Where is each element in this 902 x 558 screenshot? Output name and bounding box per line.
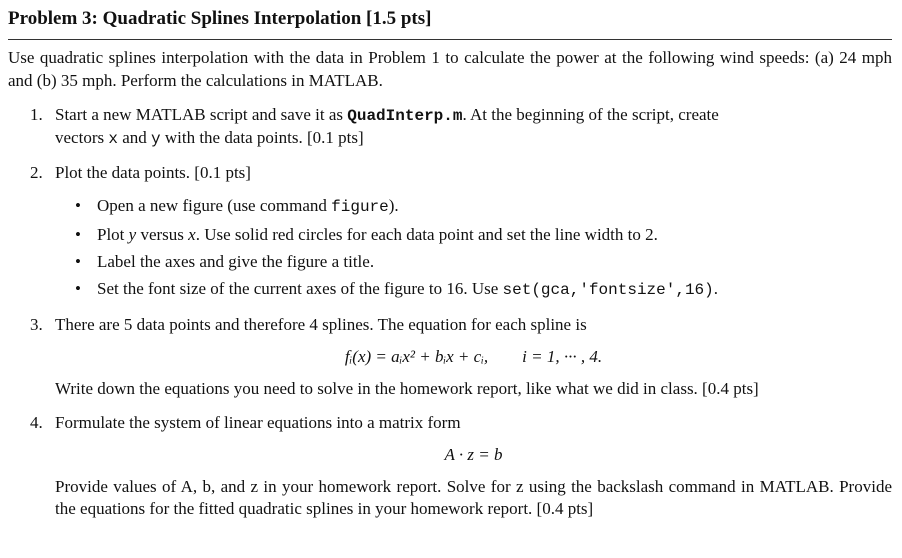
step-4-text: Formulate the system of linear equations into a matrix form bbox=[55, 413, 461, 432]
bullet-item: • Plot y versus x. Use solid red circles for each data point and set the line width to 2. bbox=[55, 221, 892, 248]
step-2-bullets bbox=[55, 192, 892, 304]
step-number: 2. bbox=[30, 163, 43, 182]
spline-equation: fᵢ(x) = aᵢx² + bᵢx + cᵢ, i = 1, ··· , 4. bbox=[344, 347, 603, 366]
step-4-text-2: Provide values of A, b, and z in your homework report. Solve for z using the backslash command in MATLAB. Provide the equations for the fitted quadratic splines in your homework report. [0.4 pts] bbox=[55, 477, 892, 518]
code-set-fontsize: set(gca,'fontsize',16) bbox=[502, 281, 714, 299]
step-4 bbox=[8, 412, 892, 520]
bullet-icon: • bbox=[75, 279, 81, 298]
bullet-item: • Label the axes and give the figure a title. bbox=[55, 248, 892, 275]
bullet-item: • Open a new figure (use command figure). bbox=[55, 192, 892, 221]
step-number: 3. bbox=[30, 315, 43, 334]
step-1-line-2: vectors x and y with the data points. [0.1 pts] bbox=[55, 128, 364, 148]
document bbox=[8, 6, 892, 520]
bullet-icon: • bbox=[75, 252, 81, 271]
step-2 bbox=[8, 162, 892, 304]
step-1-line-1: Start a new MATLAB script and save it as QuadInterp.m. At the beginning of the script, create bbox=[55, 105, 719, 125]
step-1 bbox=[8, 104, 892, 150]
step-2-text: Plot the data points. [0.1 pts] bbox=[55, 163, 251, 182]
step-3 bbox=[8, 314, 892, 400]
bullet-icon: • bbox=[75, 225, 81, 244]
step-3-text-2: Write down the equations you need to solve in the homework report, like what we did in class. [0.4 pts] bbox=[55, 379, 759, 398]
step-number: 1. bbox=[30, 105, 43, 124]
step-3-text: There are 5 data points and therefore 4 splines. The equation for each spline is bbox=[55, 315, 587, 334]
filename: QuadInterp.m bbox=[347, 107, 463, 125]
var-y: y bbox=[151, 130, 161, 148]
step-number: 4. bbox=[30, 413, 43, 432]
bullet-item: • Set the font size of the current axes of the figure to 16. Use set(gca,'fontsize',16). bbox=[55, 275, 892, 304]
matrix-equation: A · z = b bbox=[444, 445, 503, 464]
code-figure: figure bbox=[331, 198, 389, 216]
problem-title: Problem 3: Quadratic Splines Interpolation [1.5 pts] bbox=[8, 8, 432, 29]
title-divider bbox=[8, 39, 892, 40]
var-x: x bbox=[108, 130, 118, 148]
bullet-icon: • bbox=[75, 196, 81, 215]
problem-intro: Use quadratic splines interpolation with the data in Problem 1 to calculate the power at the following wind speeds: (a) 24 mph and (b) 35 mph. Perform the calculations in MATLAB. bbox=[8, 48, 892, 90]
